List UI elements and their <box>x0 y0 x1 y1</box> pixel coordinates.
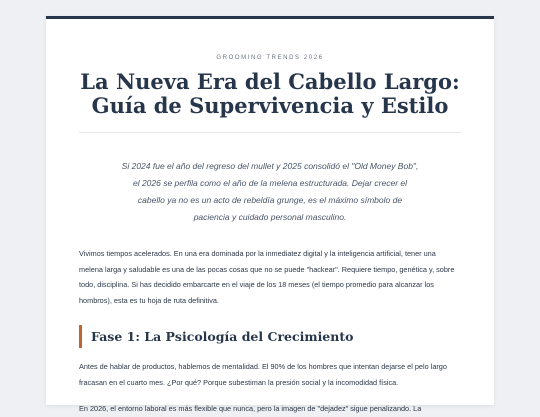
article-page <box>46 16 494 413</box>
article-title-line-2: Guía de Supervivencia y Estilo <box>91 93 449 118</box>
title-divider <box>79 132 461 133</box>
article-title <box>79 70 461 118</box>
article-lead: Si 2024 fue el año del regreso del mullet y 2025 consolidó el "Old Money Bob", el 2026 se perfila como el año de la melena estructurada. Dejar crecer el cabello ya no es un acto de rebeldía grunge, es el máximo símbolo de paciencia y cuidado personal masculino. <box>121 161 419 222</box>
section-heading-fase-1 <box>79 325 461 348</box>
article-title-line-1: La Nueva Era del Cabello Largo: <box>80 69 460 94</box>
article-kicker: GROOMING TRENDS 2026 <box>216 55 324 61</box>
section-heading-text: Fase 1: La Psicología del Crecimiento <box>91 329 354 344</box>
section-1-paragraph-2: En 2026, el entorno laboral es más flexible que nunca, pero la imagen de "dejadez" sigue penalizando. La <box>79 404 422 413</box>
intro-paragraph: Vivimos tiempos acelerados. En una era dominada por la inmediatez digital y la inteligencia artificial, tener una melena larga y saludable es una de las pocas cosas que no se puede "hackear". Requiere tiempo, genética y, sobre todo, disciplina. Si has decidido embarcarte en el viaje de los 18 meses (el tiempo promedio para alcanzar los hombros), esta es tu hoja de ruta definitiva. <box>79 249 455 305</box>
section-1-paragraph-1: Antes de hablar de productos, hablemos de mentalidad. El 90% de los hombres que intentan dejarse el pelo largo fracasan en el cuarto mes. ¿Por qué? Porque subestiman la presión social y la incomodidad física. <box>79 362 447 387</box>
